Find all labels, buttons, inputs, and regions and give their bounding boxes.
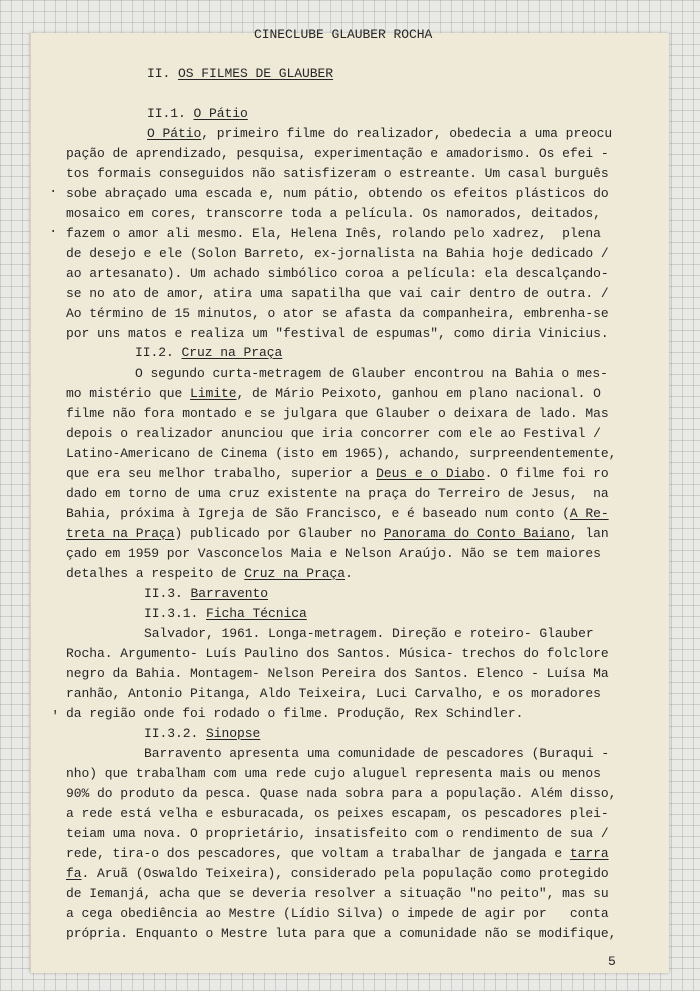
page-number: 5: [608, 954, 616, 969]
text-line: [135, 345, 282, 360]
text-run: Ao término de 15 minutos, o ator se afasta da companheira, embrenha-se: [66, 306, 609, 321]
text-run: II.: [147, 66, 179, 81]
text-line: [144, 746, 609, 761]
text-line: [66, 446, 616, 461]
text-run: II.3.: [144, 586, 191, 601]
underlined-text: Panorama do Conto Baiano: [383, 526, 570, 541]
page-header: [254, 27, 432, 42]
underlined-text: treta na Praça: [66, 526, 175, 541]
text-run: .: [345, 566, 353, 581]
text-line: [66, 406, 609, 421]
text-run: Latino-Americano de Cinema (isto em 1965), achando, surpreendentemente,: [66, 446, 617, 461]
text-run: se no ato de amor, atira uma sapatilha que vai cair dentro de outra. /: [66, 286, 609, 301]
text-run: mosaico em cores, transcorre toda a película. Os namorados, deitados,: [66, 206, 601, 221]
text-run: II.2.: [135, 345, 182, 360]
text-line: [66, 886, 609, 901]
underlined-text: Cruz na Praça: [244, 566, 346, 581]
text-line: [66, 686, 601, 701]
text-run: , primeiro filme do realizador, obedecia a uma preocu: [201, 126, 613, 141]
text-line: [66, 546, 601, 561]
text-run: pação de aprendizado, pesquisa, experimentação e amadorismo. Os efei -: [66, 146, 609, 161]
text-line: [66, 906, 609, 921]
text-line: [66, 826, 609, 841]
text-line: [66, 206, 601, 221]
text-run: . Aruã (Oswaldo Teixeira), considerado pela população como protegido: [81, 866, 609, 881]
text-line: [144, 726, 260, 741]
text-line: [66, 486, 609, 501]
text-line: [66, 566, 353, 581]
text-run: negro da Bahia. Montagem- Nelson Pereira dos Santos. Elenco - Luísa Ma: [66, 666, 609, 681]
text-run: rede, tira-o dos pescadores, que voltam a trabalhar de jangada e: [66, 846, 570, 861]
text-run: de Iemanjá, acha que se deveria resolver a situação "no peito", mas su: [66, 886, 609, 901]
text-run: a cega obediência ao Mestre (Lídio Silva) o impede de agir por conta: [66, 906, 609, 921]
underlined-text: Sinopse: [206, 726, 261, 741]
margin-mark: ': [51, 709, 60, 725]
text-run: de desejo e ele (Solon Barreto, ex-jornalista na Bahia hoje dedicado /: [66, 246, 609, 261]
text-run: Salvador, 1961. Longa-metragem. Direção e roteiro- Glauber: [144, 626, 594, 641]
text-line: [66, 166, 609, 181]
text-line: [144, 626, 594, 641]
text-line: [66, 526, 609, 541]
text-line: [66, 646, 609, 661]
text-line: [66, 846, 609, 861]
underlined-text: A Re-: [569, 506, 609, 521]
text-run: filme não fora montado e se julgara que Glauber o deixara de lado. Mas: [66, 406, 609, 421]
text-run: ) publicado por Glauber no: [174, 526, 384, 541]
text-run: sobe abraçado uma escada e, num pátio, obtendo os efeitos plásticos do: [66, 186, 609, 201]
text-line: [66, 326, 609, 341]
text-line: [66, 926, 616, 941]
text-run: fazem o amor ali mesmo. Ela, Helena Inês, rolando pelo xadrez, plena: [66, 226, 601, 241]
text-line: [66, 286, 609, 301]
text-line: [147, 126, 612, 141]
text-run: nho) que trabalham com uma rede cujo aluguel representa mais ou menos: [66, 766, 601, 781]
text-line: [66, 186, 609, 201]
text-line: [66, 766, 601, 781]
text-line: [66, 146, 609, 161]
text-line: [66, 786, 616, 801]
text-run: Barravento apresenta uma comunidade de pescadores (Buraqui -: [144, 746, 610, 761]
text-run: mo mistério que: [66, 386, 191, 401]
underlined-text: fa: [66, 866, 82, 881]
text-run: por uns matos e realiza um "festival de espumas", como diria Vinicius.: [66, 326, 609, 341]
text-run: çado em 1959 por Vasconcelos Maia e Nelson Araújo. Não se tem maiores: [66, 546, 601, 561]
text-line: [66, 706, 523, 721]
text-line: [144, 606, 307, 621]
text-line: [66, 306, 609, 321]
text-line: [66, 246, 609, 261]
text-line: [66, 806, 609, 821]
underlined-text: Limite: [190, 386, 237, 401]
text-run: , lan: [569, 526, 609, 541]
text-line: [66, 386, 601, 401]
text-run: . O filme foi ro: [484, 466, 609, 481]
text-run: II.3.2.: [144, 726, 207, 741]
underlined-text: OS FILMES DE GLAUBER: [178, 66, 334, 81]
text-run: a rede está velha e esburacada, os peixes escapam, os pescadores plei-: [66, 806, 609, 821]
text-line: [147, 106, 248, 121]
text-run: ao artesanato). Um achado simbólico coroa a película: ela descalçando-: [66, 266, 609, 281]
typewritten-page: [30, 27, 669, 973]
text-run: Bahia, próxima à Igreja de São Francisco, e é baseado num conto (: [66, 506, 570, 521]
underlined-text: Barravento: [190, 586, 269, 601]
text-line: [66, 226, 601, 241]
text-run: tos formais conseguidos não satisfizeram o estreante. Um casal burguês: [66, 166, 609, 181]
text-run: depois o realizador anunciou que iria concorrer com ele ao Festival /: [66, 426, 601, 441]
text-run: detalhes a respeito de: [66, 566, 245, 581]
text-line: [66, 426, 601, 441]
text-run: II.1.: [147, 106, 194, 121]
underlined-text: tarra: [569, 846, 609, 861]
underlined-text: Deus e o Diabo: [376, 466, 485, 481]
text-line: [66, 266, 609, 281]
text-line: [66, 506, 609, 521]
margin-mark: .: [49, 181, 58, 197]
text-run: O segundo curta-metragem de Glauber encontrou na Bahia o mes-: [135, 366, 608, 381]
text-line: [144, 586, 268, 601]
underlined-text: O Pátio: [147, 126, 202, 141]
text-line: [66, 666, 609, 681]
text-run: Rocha. Argumento- Luís Paulino dos Santos. Música- trechos do folclore: [66, 646, 609, 661]
text-run: II.3.1.: [144, 606, 207, 621]
underlined-text: Ficha Técnica: [206, 606, 307, 621]
text-line: [135, 366, 608, 381]
margin-mark: .: [49, 221, 58, 237]
text-run: ranhão, Antonio Pitanga, Aldo Teixeira, Luci Carvalho, e os moradores: [66, 686, 601, 701]
text-line: [66, 866, 609, 881]
text-run: que era seu melhor trabalho, superior a: [66, 466, 377, 481]
text-run: própria. Enquanto o Mestre luta para que a comunidade não se modifique,: [66, 926, 617, 941]
text-run: da região onde foi rodado o filme. Produção, Rex Schindler.: [66, 706, 524, 721]
text-run: dado em torno de uma cruz existente na praça do Terreiro de Jesus, na: [66, 486, 609, 501]
text-run: , de Mário Peixoto, ganhou em plano nacional. O: [236, 386, 601, 401]
text-line: [147, 66, 333, 81]
text-run: 90% do produto da pesca. Quase nada sobra para a população. Além disso,: [66, 786, 617, 801]
underlined-text: O Pátio: [193, 106, 248, 121]
underlined-text: Cruz na Praça: [181, 345, 283, 360]
text-run: CINECLUBE GLAUBER ROCHA: [254, 27, 433, 42]
text-run: teiam uma nova. O proprietário, insatisfeito com o rendimento de sua /: [66, 826, 609, 841]
text-line: [66, 466, 609, 481]
